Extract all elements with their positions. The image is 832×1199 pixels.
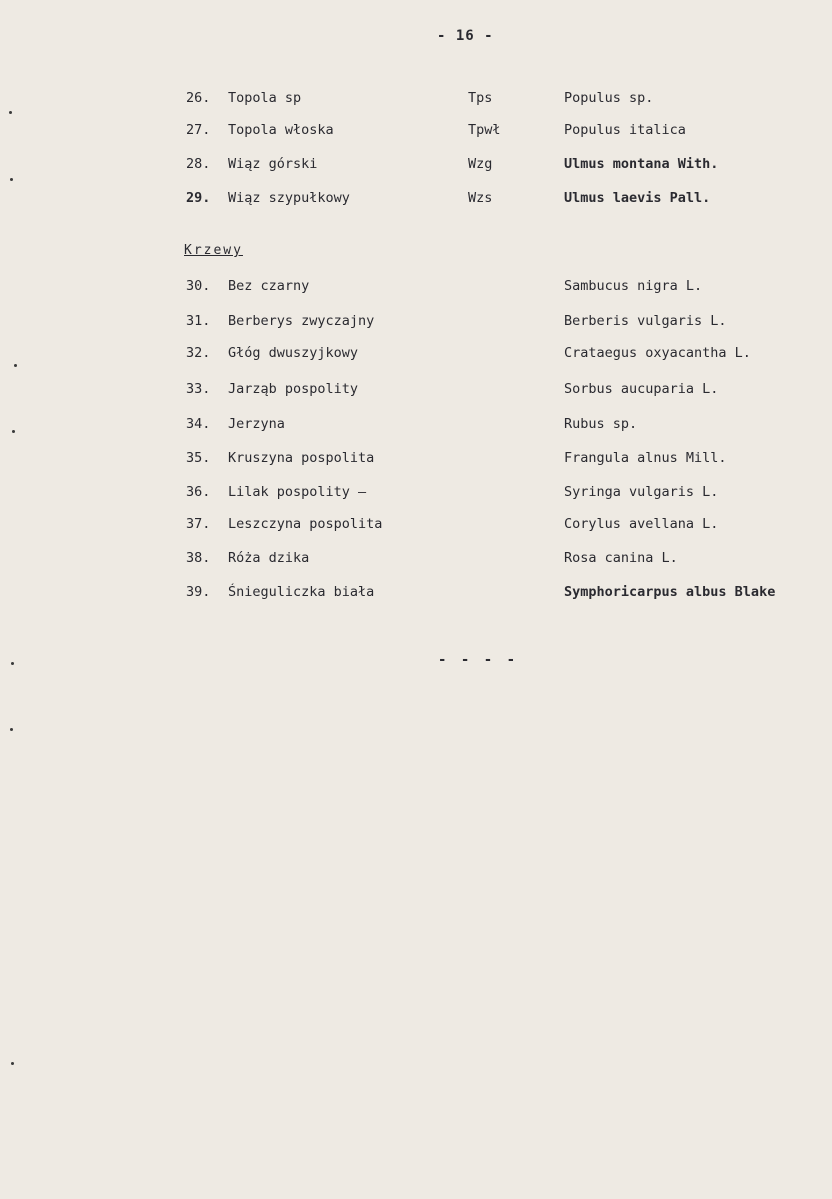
polish-name: Śnieguliczka biała: [228, 584, 375, 600]
row-number: 38.: [186, 550, 211, 566]
polish-name: Wiąz szypułkowy: [228, 190, 350, 206]
row-number: 29.: [186, 190, 211, 206]
species-code: Tpwł: [468, 122, 501, 138]
polish-name: Leszczyna pospolita: [228, 516, 383, 532]
latin-name: Sorbus aucuparia L.: [564, 381, 719, 397]
polish-name: Lilak pospolity —: [228, 484, 367, 500]
latin-name: Ulmus laevis Pall.: [564, 190, 711, 206]
margin-mark: [11, 1062, 14, 1065]
polish-name: Bez czarny: [228, 278, 310, 294]
margin-mark: [10, 178, 13, 181]
latin-name: Crataegus oxyacantha L.: [564, 345, 751, 361]
species-code: Wzs: [468, 190, 493, 206]
row-number: 33.: [186, 381, 211, 397]
latin-name: Syringa vulgaris L.: [564, 484, 719, 500]
row-number: 28.: [186, 156, 211, 172]
row-number: 31.: [186, 313, 211, 329]
polish-name: Topola włoska: [228, 122, 334, 138]
row-number: 32.: [186, 345, 211, 361]
polish-name: Jerzyna: [228, 416, 285, 432]
margin-mark: [9, 111, 12, 114]
latin-name: Ulmus montana With.: [564, 156, 719, 172]
latin-name: Populus sp.: [564, 90, 654, 106]
polish-name: Głóg dwuszyjkowy: [228, 345, 359, 361]
latin-name: Berberis vulgaris L.: [564, 313, 727, 329]
row-number: 30.: [186, 278, 211, 294]
margin-mark: [11, 662, 14, 665]
latin-name: Frangula alnus Mill.: [564, 450, 727, 466]
row-number: 39.: [186, 584, 211, 600]
polish-name: Kruszyna pospolita: [228, 450, 375, 466]
page-number: - 16 -: [437, 28, 494, 44]
section-heading-shrubs: Krzewy: [184, 243, 243, 258]
latin-name: Rubus sp.: [564, 416, 638, 432]
latin-name: Populus italica: [564, 122, 686, 138]
margin-mark: [14, 364, 17, 367]
latin-name: Corylus avellana L.: [564, 516, 719, 532]
closing-dashes: - - - -: [438, 652, 519, 668]
species-code: Wzg: [468, 156, 493, 172]
margin-mark: [12, 430, 15, 433]
latin-name: Symphoricarpus albus Blake: [564, 584, 776, 600]
row-number: 36.: [186, 484, 211, 500]
species-code: Tps: [468, 90, 493, 106]
row-number: 34.: [186, 416, 211, 432]
polish-name: Wiąz górski: [228, 156, 318, 172]
margin-mark: [10, 728, 13, 731]
polish-name: Topola sp: [228, 90, 302, 106]
row-number: 37.: [186, 516, 211, 532]
row-number: 26.: [186, 90, 211, 106]
row-number: 35.: [186, 450, 211, 466]
polish-name: Berberys zwyczajny: [228, 313, 375, 329]
polish-name: Róża dzika: [228, 550, 310, 566]
latin-name: Rosa canina L.: [564, 550, 678, 566]
polish-name: Jarząb pospolity: [228, 381, 359, 397]
latin-name: Sambucus nigra L.: [564, 278, 703, 294]
row-number: 27.: [186, 122, 211, 138]
